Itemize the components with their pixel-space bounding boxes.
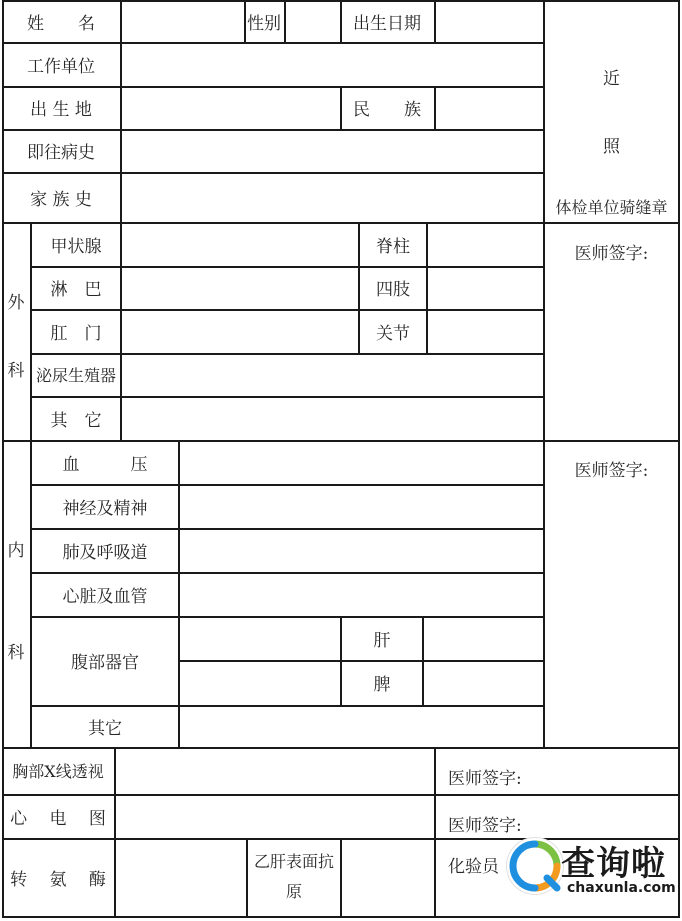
past-history-label: 即往病史 — [27, 143, 95, 163]
family-history-label: 家 族 史 — [30, 189, 92, 210]
spleen-label: 脾 — [373, 675, 391, 695]
spine-field[interactable] — [428, 224, 542, 266]
blood-pressure-label: 血 压 — [62, 454, 148, 475]
photo-label-1: 近 — [603, 68, 620, 89]
thyroid-label: 甲状腺 — [50, 236, 102, 257]
urogenital-label: 泌尿生殖器 — [35, 366, 116, 385]
surgery-section-label-2: 科 — [7, 360, 25, 381]
photo-divider — [543, 0, 545, 747]
surgery-section-label-1: 外 — [7, 292, 25, 313]
hbsag-field[interactable] — [342, 840, 433, 916]
employer-field[interactable] — [122, 44, 542, 86]
col-divider — [434, 747, 436, 918]
surgery-doctor-sign-label: 医师签字: — [574, 243, 649, 264]
ecg-label: 心 电 图 — [10, 808, 106, 829]
transaminase-label: 转 氨 酶 — [10, 869, 106, 890]
thyroid-field[interactable] — [122, 224, 357, 266]
neuro-mental-field[interactable] — [180, 486, 542, 528]
blood-pressure-field[interactable] — [180, 442, 542, 484]
transaminase-field[interactable] — [116, 840, 245, 916]
birthdate-field[interactable] — [436, 2, 542, 42]
ethnicity-field[interactable] — [436, 88, 542, 129]
watermark-brand-cn: 查询啦 — [561, 844, 666, 884]
ecg-field[interactable] — [116, 796, 433, 838]
lung-airway-label: 肺及呼吸道 — [62, 542, 148, 563]
anus-label: 肛 门 — [50, 323, 102, 344]
heart-vessels-field[interactable] — [180, 574, 542, 616]
liver-field[interactable] — [424, 618, 542, 660]
watermark-brand-en: chaxunla.com — [567, 880, 676, 896]
abdominal-field-1[interactable] — [180, 618, 339, 660]
ethnicity-label: 民 族 — [353, 100, 421, 120]
hbsag-label-line1: 乙肝表面抗 — [253, 852, 334, 871]
hbsag-label — [248, 838, 340, 916]
abdominal-organs-label: 腹部器官 — [71, 653, 139, 673]
spine-label: 脊柱 — [376, 236, 410, 257]
internal-doctor-sign-label: 医师签字: — [574, 460, 649, 481]
gender-field[interactable] — [286, 2, 339, 42]
limbs-label: 四肢 — [376, 280, 410, 300]
form-border-right — [678, 0, 680, 918]
lymph-label: 淋 巴 — [50, 280, 102, 300]
chest-xray-label: 胸部X线透视 — [12, 762, 104, 781]
stamp-label: 体检单位骑缝章 — [555, 197, 668, 217]
liver-label: 肝 — [373, 630, 391, 651]
urogenital-field[interactable] — [122, 355, 542, 396]
neuro-mental-label: 神经及精神 — [62, 498, 148, 519]
chest-xray-sign-label: 医师签字: — [448, 768, 522, 789]
name-field[interactable] — [122, 2, 243, 42]
employer-label: 工作单位 — [27, 56, 95, 77]
past-history-field[interactable] — [122, 131, 542, 172]
surgery-other-label: 其 它 — [50, 410, 102, 431]
abdominal-field-2[interactable] — [180, 662, 339, 705]
birthplace-field[interactable] — [122, 88, 339, 129]
surgery-other-field[interactable] — [122, 398, 542, 440]
gender-label: 性别 — [247, 13, 281, 34]
limbs-field[interactable] — [428, 268, 542, 309]
internal-other-field[interactable] — [180, 707, 542, 747]
chest-xray-field[interactable] — [116, 749, 433, 794]
watermark-logo — [505, 830, 675, 915]
photo-label-2: 照 — [603, 136, 620, 157]
internal-section-label-1: 内 — [7, 540, 25, 561]
hbsag-label-line2: 原 — [285, 882, 302, 901]
family-history-field[interactable] — [122, 174, 542, 222]
joints-field[interactable] — [428, 311, 542, 353]
birthplace-label: 出 生 地 — [30, 100, 92, 120]
ecg-sign-label: 医师签字: — [448, 815, 522, 836]
heart-vessels-label: 心脏及血管 — [62, 586, 148, 607]
lymph-field[interactable] — [122, 268, 357, 309]
joints-label: 关节 — [376, 323, 410, 344]
internal-section-label-2: 科 — [7, 642, 25, 663]
magnifier-logo-icon — [507, 838, 563, 894]
birthdate-label: 出生日期 — [353, 13, 421, 34]
spleen-field[interactable] — [424, 662, 542, 705]
name-label: 姓 名 — [27, 13, 95, 34]
anus-field[interactable] — [122, 311, 357, 353]
lab-tech-label: 化验员 — [448, 857, 499, 877]
internal-other-label: 其它 — [88, 718, 122, 739]
lung-airway-field[interactable] — [180, 530, 542, 572]
